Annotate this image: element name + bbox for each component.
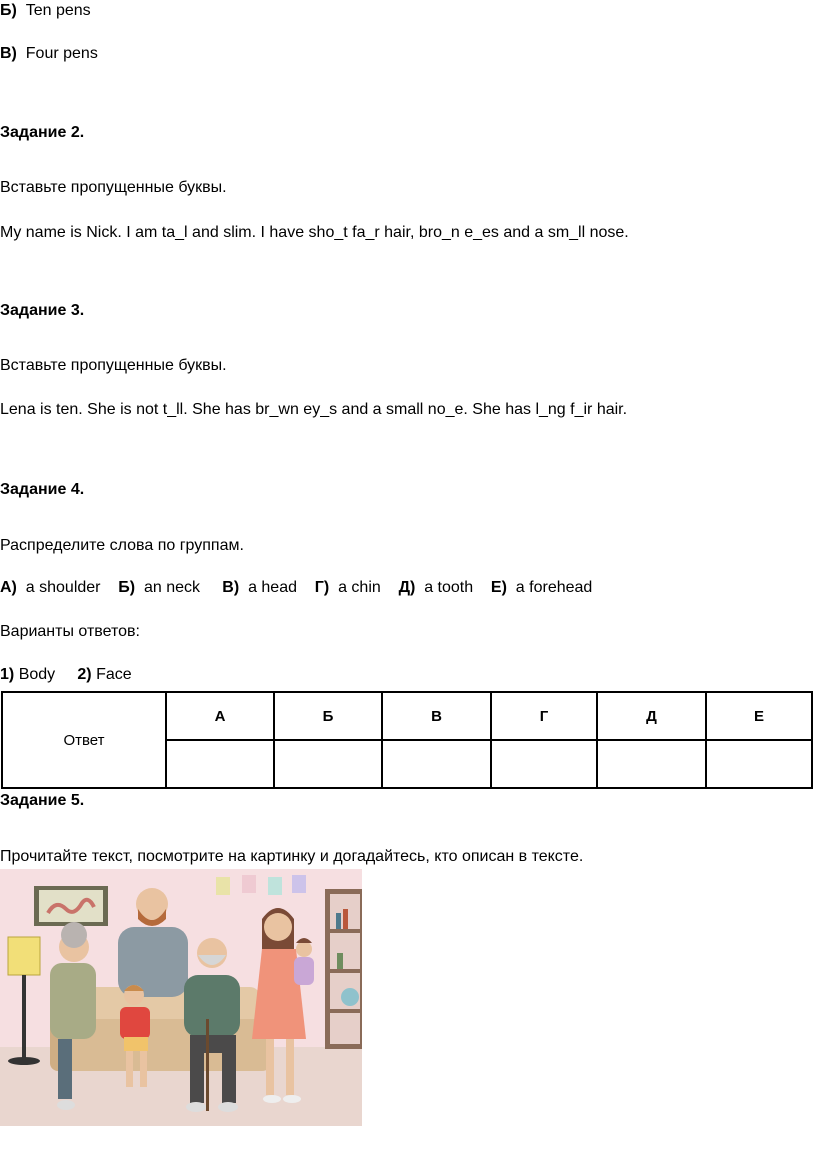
word-item: a head	[248, 579, 297, 596]
task4-instruction: Распределите слова по группам.	[0, 537, 244, 554]
task5-instruction: Прочитайте текст, посмотрите на картинку и догадайтесь, кто описан в тексте.	[0, 848, 584, 865]
answer-table	[1, 691, 813, 789]
group-number: 1)	[0, 666, 15, 683]
task4-word-list	[0, 579, 592, 597]
task3-instruction: Вставьте пропущенные буквы.	[0, 357, 227, 374]
option-letter: Б)	[0, 2, 17, 19]
group-number: 2)	[77, 666, 92, 683]
variants-label: Варианты ответов:	[0, 623, 140, 640]
word-item: a chin	[338, 579, 381, 596]
word-letter: Б)	[118, 579, 136, 596]
answer-cell-d[interactable]	[597, 740, 706, 788]
option-letter: В)	[0, 45, 17, 62]
option-text: Ten pens	[25, 2, 91, 19]
option-text: Four pens	[25, 45, 98, 62]
task2-title: Задание 2.	[0, 124, 85, 141]
table-header: Д	[597, 692, 706, 740]
word-item: a tooth	[424, 579, 474, 596]
word-item: an neck	[144, 579, 201, 596]
group-name: Body	[18, 666, 56, 683]
table-header: Е	[706, 692, 812, 740]
family-illustration	[0, 869, 362, 1126]
task3-title: Задание 3.	[0, 302, 85, 319]
table-header: А	[166, 692, 274, 740]
word-letter: В)	[222, 579, 240, 596]
task2-instruction: Вставьте пропущенные буквы.	[0, 179, 227, 196]
task5-title: Задание 5.	[0, 792, 85, 809]
table-header: В	[382, 692, 491, 740]
bookshelf	[325, 889, 362, 1049]
answer-cell-b[interactable]	[274, 740, 382, 788]
task1-option-b	[0, 2, 91, 20]
group-list	[0, 666, 132, 684]
table-header: Б	[274, 692, 382, 740]
answer-cell-e[interactable]	[706, 740, 812, 788]
answer-cell-v[interactable]	[382, 740, 491, 788]
word-item: a forehead	[515, 579, 593, 596]
word-letter: А)	[0, 579, 17, 596]
answer-label: Ответ	[2, 692, 166, 788]
task2-text: My name is Nick. I am ta_l and slim. I have sho_t fa_r hair, bro_n e_es and a sm_ll nose.	[0, 224, 629, 241]
task4-title: Задание 4.	[0, 481, 85, 498]
wall-picture	[34, 886, 108, 926]
task3-text: Lena is ten. She is not t_ll. She has br_wn ey_s and a small no_e. She has l_ng f_ir hair.	[0, 401, 628, 418]
word-letter: Е)	[490, 579, 507, 596]
answer-cell-a[interactable]	[166, 740, 274, 788]
task1-option-v	[0, 45, 98, 63]
answer-cell-g[interactable]	[491, 740, 597, 788]
word-letter: Д)	[398, 579, 416, 596]
word-letter: Г)	[314, 579, 330, 596]
group-name: Face	[96, 666, 132, 683]
word-item: a shoulder	[25, 579, 101, 596]
table-header: Г	[491, 692, 597, 740]
